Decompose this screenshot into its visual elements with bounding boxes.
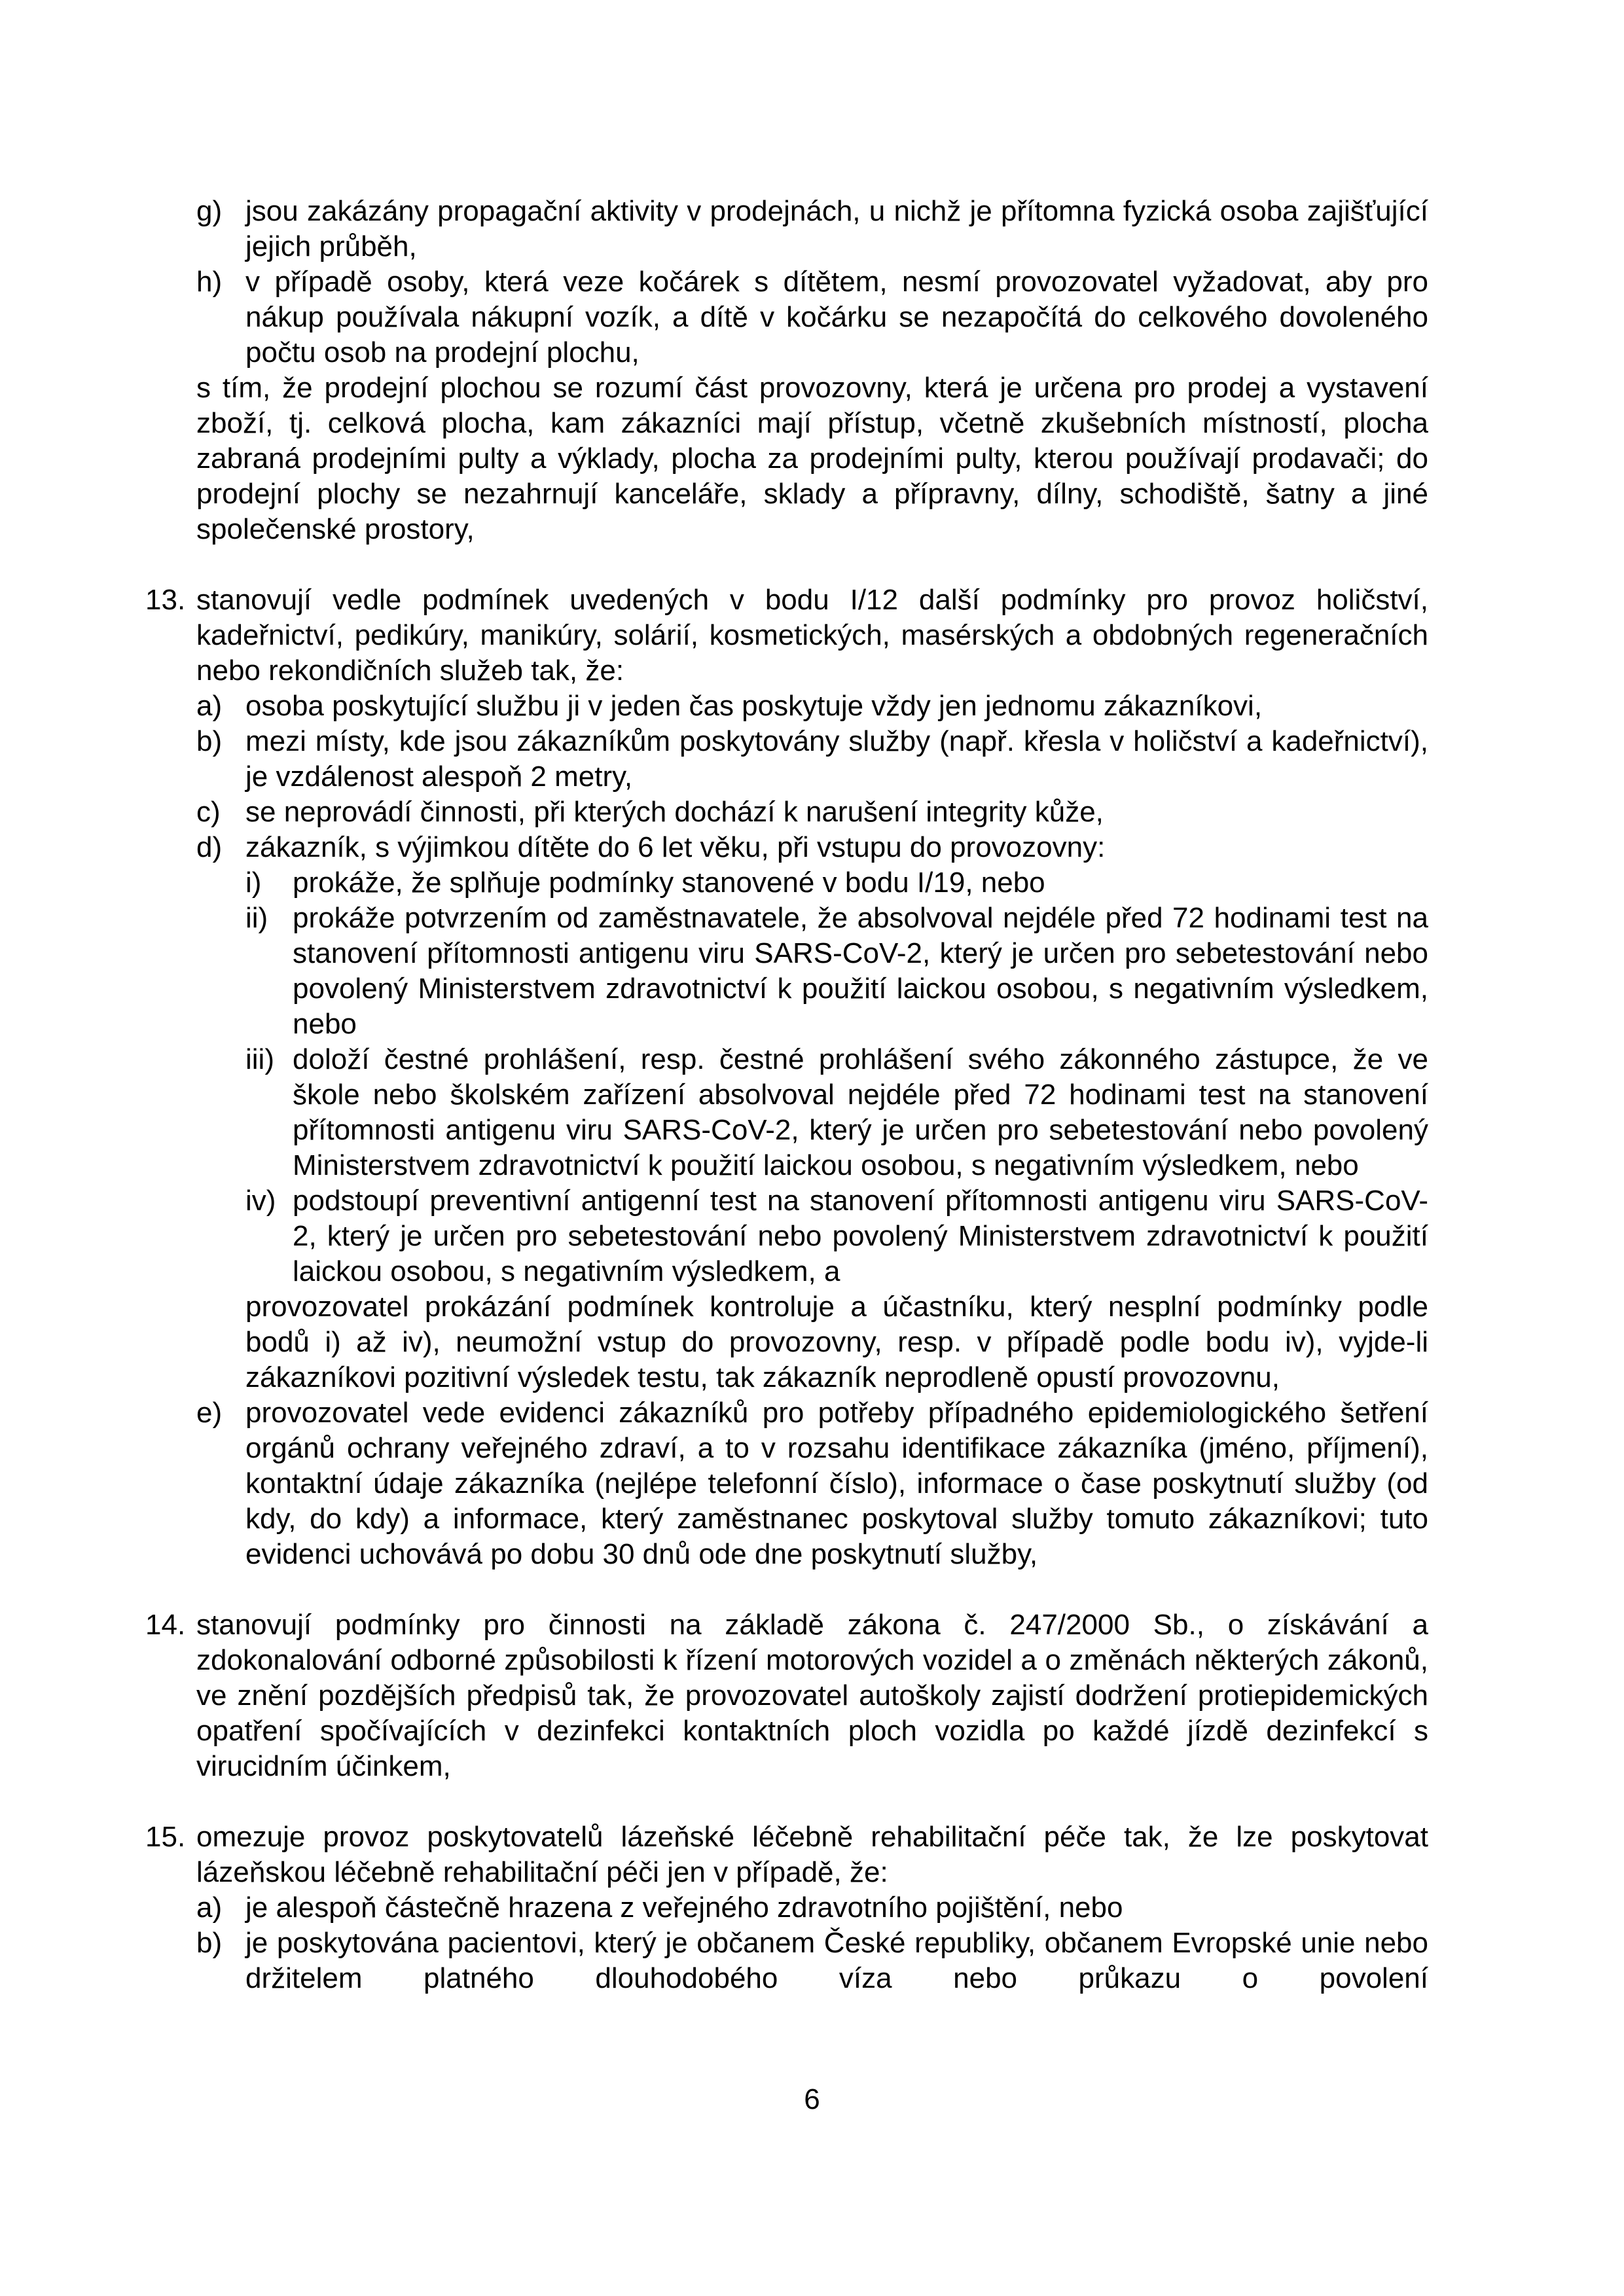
list-item-b xyxy=(196,1926,1428,1996)
item-label: g) xyxy=(196,195,223,227)
item-text: podstoupí preventivní antigenní test na stanovení přítomnosti antigenu viru SARS-CoV-2, který je určen pro sebetestování nebo povolený Ministerstvem zdravotnictví k použití laickou osobou, s negativním výsledkem, a xyxy=(293,1185,1428,1287)
section-body xyxy=(196,583,1428,1572)
item-text: je alespoň částečně hrazena z veřejného zdravotního pojištění, nebo xyxy=(245,1892,1123,1924)
item-label: a) xyxy=(196,690,223,722)
item-label: d) xyxy=(196,831,223,863)
section-15 xyxy=(145,1820,1428,1996)
item-text: v případě osoby, která veze kočárek s dítětem, nesmí provozovatel vyžadovat, aby pro nákup používala nákupní vozík, a dítě v kočárku se nezapočítá do celkového dovoleného počtu osob na prodejní plochu, xyxy=(245,266,1428,368)
item-label: i) xyxy=(245,867,262,899)
page-number: 6 xyxy=(804,2083,820,2115)
item-text: prokáže potvrzením od zaměstnavatele, že absolvoval nejdéle před 72 hodinami test na stanovení přítomnosti antigenu viru SARS-CoV-2, který je určen pro sebetestování nebo povolený Ministerstvem zdravotnictví k použití laickou osobou, s negativním výsledkem, nebo xyxy=(293,902,1428,1040)
item-text: jsou zakázány propagační aktivity v prodejnách, u nichž je přítomna fyzická osoba zajišťující jejich průběh, xyxy=(245,195,1428,262)
document-body xyxy=(145,194,1428,1996)
section-body xyxy=(196,1820,1428,1996)
item-text: provozovatel vede evidenci zákazníků pro potřeby případného epidemiologického šetření orgánů ochrany veřejného zdraví, a to v rozsahu identifikace zákazníka (jméno, příjmení), kontaktní údaje zákazníka (nejlépe telefonní číslo), informace o čase poskytnutí služby (od kdy, do kdy) a informace, který zaměstnanec poskytoval služby tomuto zákazníkovi; tuto evidenci uchovává po dobu 30 dnů ode dne poskytnutí služby, xyxy=(245,1397,1428,1570)
section-intro: omezuje provoz poskytovatelů lázeňské léčebně rehabilitační péče tak, že lze poskytovat lázeňskou léčebně rehabilitační péči jen v případě, že: xyxy=(196,1821,1428,1888)
item-text: osoba poskytující službu ji v jeden čas poskytuje vždy jen jednomu zákazníkovi, xyxy=(245,690,1263,722)
section-number: 14. xyxy=(145,1609,186,1641)
item-text: doloží čestné prohlášení, resp. čestné prohlášení svého zákonného zástupce, že ve škole nebo školském zařízení absolvoval nejdéle před 72 hodinami test na stanovení přítomnosti antigenu viru SARS-CoV-2, který je určen pro sebetestování nebo povolený Ministerstvem zdravotnictví k použití laickou osobou, s negativním výsledkem, nebo xyxy=(293,1043,1428,1181)
list-item-b xyxy=(196,724,1428,795)
sales-area-definition: s tím, že prodejní plochou se rozumí část provozovny, která je určena pro prodej a vystavení zboží, tj. celková plocha, kam zákazníci mají přístup, včetně zkušebních místností, plocha zabraná prodejními pulty a výklady, plocha za prodejními pulty, kterou používají prodavači; do prodejní plochy se nezahrnují kanceláře, sklady a přípravny, dílny, schodiště, šatny a jiné společenské prostory, xyxy=(196,372,1428,545)
item-label: e) xyxy=(196,1397,223,1429)
section-number: 15. xyxy=(145,1821,186,1853)
section-text: stanovují podmínky pro činnosti na základě zákona č. 247/2000 Sb., o získávání a zdokonalování odborné způsobilosti k řízení motorových vozidel a o změnách některých zákonů, ve znění pozdějších předpisů tak, že provozovatel autoškoly zajistí dodržení protiepidemických opatření spočívajících v dezinfekci kontaktních ploch vozidla po každé jízdě dezinfekcí s virucidním účinkem, xyxy=(196,1609,1428,1782)
section-14 xyxy=(145,1607,1428,1784)
item-text: prokáže, že splňuje podmínky stanovené v bodu I/19, nebo xyxy=(293,867,1045,899)
sublist-roman xyxy=(245,865,1428,1289)
item-label: iv) xyxy=(245,1185,276,1217)
list-item-iii xyxy=(245,1042,1428,1183)
item-text: mezi místy, kde jsou zákazníkům poskytovány služby (např. křesla v holičství a kadeřnictví), je vzdálenost alespoň 2 metry, xyxy=(245,725,1428,793)
item-text: je poskytována pacientovi, který je občanem České republiky, občanem Evropské unie nebo držitelem platného dlouhodobého víza nebo průkazu o povolení xyxy=(245,1927,1428,1994)
item-label: ii) xyxy=(245,902,268,934)
section-number: 13. xyxy=(145,584,186,616)
section-intro: stanovují vedle podmínek uvedených v bodu I/12 další podmínky pro provoz holičství, kadeřnictví, pedikúry, manikúry, solárií, kosmetických, masérských a obdobných regeneračních nebo rekondičních služeb tak, že: xyxy=(196,584,1428,687)
item-label: h) xyxy=(196,266,223,298)
list-item-ii xyxy=(245,901,1428,1042)
item-text: zákazník, s výjimkou dítěte do 6 let věku, při vstupu do provozovny: xyxy=(245,831,1106,863)
list-item-e xyxy=(196,1395,1428,1572)
item-text: se neprovádí činnosti, při kterých dochází k narušení integrity kůže, xyxy=(245,796,1104,828)
list-item-g xyxy=(196,194,1428,264)
item-label: iii) xyxy=(245,1043,274,1075)
item-label: b) xyxy=(196,1927,223,1959)
list-item-a xyxy=(196,1890,1428,1926)
item-d-closing: provozovatel prokázání podmínek kontroluje a účastníku, který nesplní podmínky podle bodů i) až iv), neumožní vstup do provozovny, resp. v případě podle bodu iv), vyjde-li zákazníkovi pozitivní výsledek testu, tak zákazník neprodleně opustí provozovnu, xyxy=(245,1291,1428,1393)
list-item-i xyxy=(245,865,1428,901)
list-item-iv xyxy=(245,1183,1428,1289)
list-item-h xyxy=(196,264,1428,370)
item-label: a) xyxy=(196,1892,223,1924)
list-item-c xyxy=(196,795,1428,830)
item-label: b) xyxy=(196,725,223,757)
item-label: c) xyxy=(196,796,221,828)
section-13 xyxy=(145,583,1428,1572)
list-item-d xyxy=(196,830,1428,865)
list-item-a xyxy=(196,689,1428,724)
